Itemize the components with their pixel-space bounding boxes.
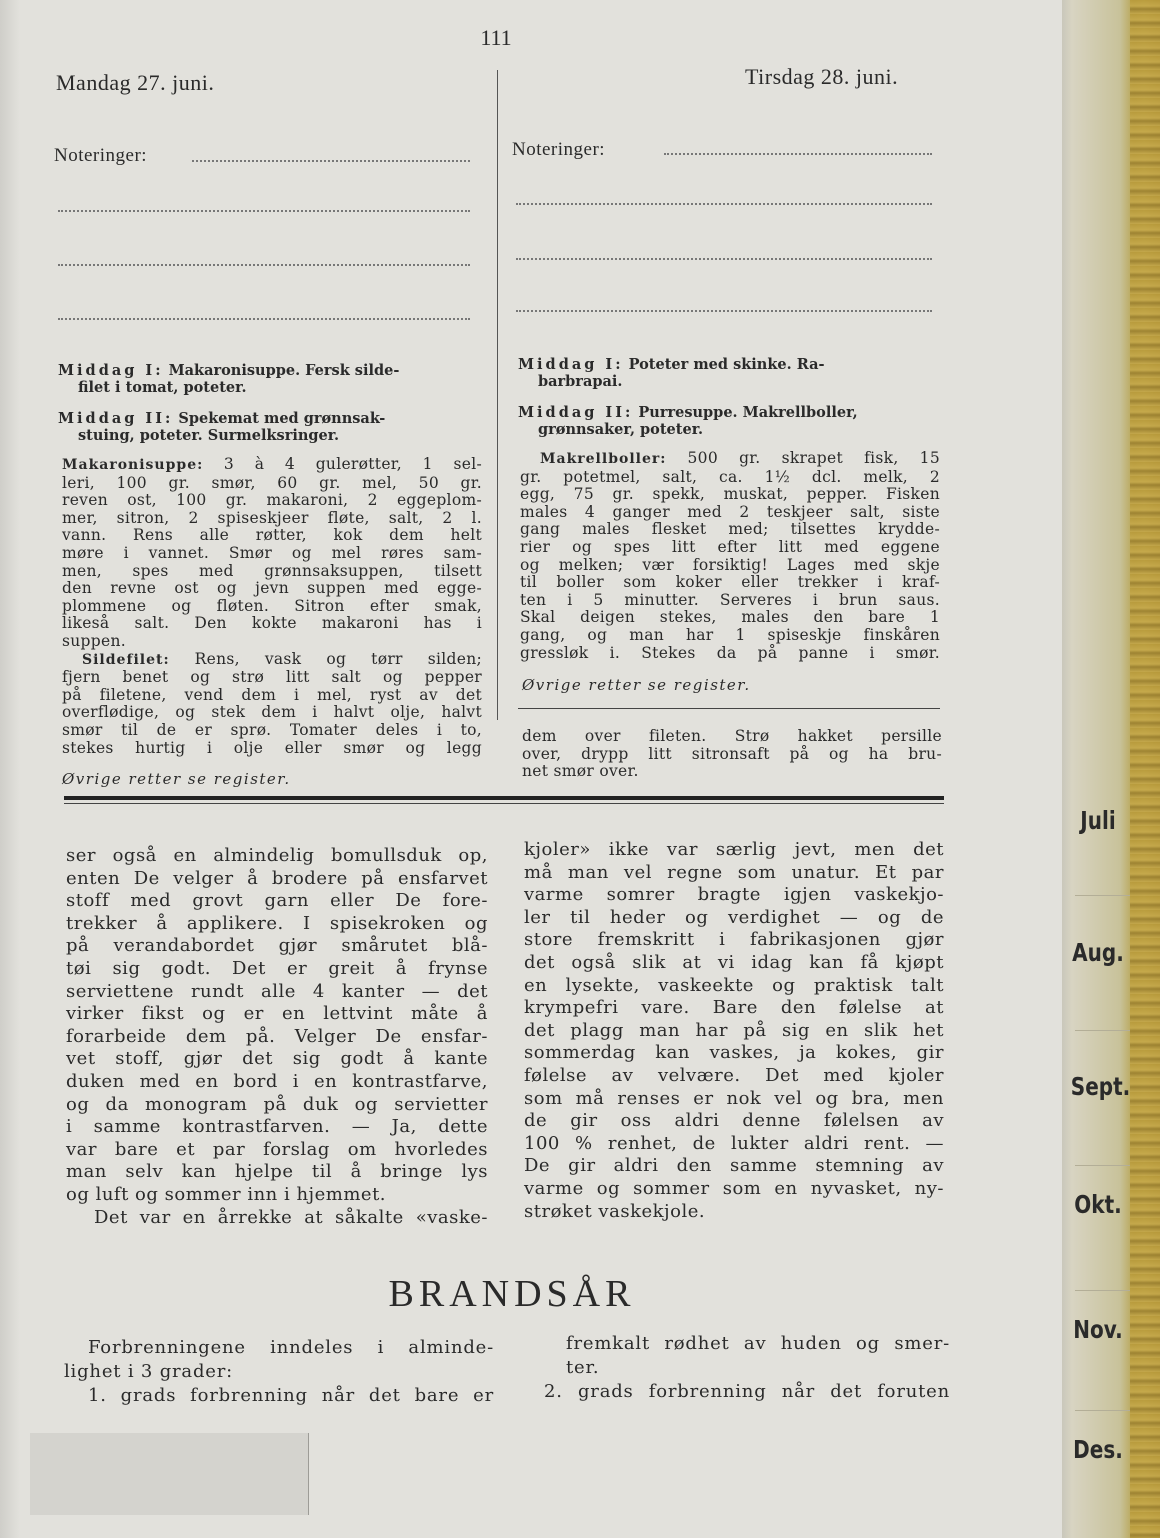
- tab-nov[interactable]: Nov.: [1073, 1315, 1123, 1344]
- tab-juli[interactable]: Juli: [1080, 806, 1116, 835]
- left-notes-line-4: [58, 318, 470, 320]
- right-recipe-makrellboller: Makrellboller: 500 gr. skrapet fisk, 15 gr. potetmel, salt, ca. 1½ dcl. melk, 2 egg, 75 gr. spekk, muskat, pepper. Fisken males 4 ganger med 2 teskjeer salt, siste gang males flesket med; tilsettes krydde- rier og spes litt efter litt med eggene og melken; vær forsiktig! Lages med skje til boller som koker eller trekker i kraf- ten i 5 minutter. Serveres i brun saus. Skal deigen stekes, males den bare 1 gang, og man har 1 spiseskje finskåren gressløk i. Stekes da på panne i smør.: [520, 449, 940, 662]
- article-right-column: kjoler» ikke var særlig jevt, men det må man vel regne som unatur. Et par varme somrer bragte igjen vaskekjo- ler til heder og verdighet — og de store fremskritt i fabrikasjonen gjør det også slik at vi idag kan få kjøpt en lysekte, vaskeekte og praktisk talt krympefri vare. Bare den følelse at det plagg man har på sig en slik het sommerdag kan vaskes, ja kokes, gir følelse av velvære. Det med kjoler som må renses er nok vel og bra, men de gir oss aldri denne følelsen av 100 % renhet, de lukter aldri rent. — De gir aldri den samme stemning av varme og sommer som en nyvasket, ny- strøket vaskekjole.: [524, 839, 944, 1222]
- left-day-date: Mandag 27. juni.: [56, 70, 215, 95]
- tab-divider: [1075, 1030, 1130, 1031]
- tab-des[interactable]: Des.: [1073, 1435, 1123, 1464]
- tab-okt[interactable]: Okt.: [1074, 1190, 1122, 1219]
- tab-sept[interactable]: Sept.: [1070, 1072, 1131, 1101]
- column-divider: [497, 70, 498, 720]
- left-notes-line-3: [58, 264, 470, 266]
- left-ovrige-retter: Øvrige retter se register.: [62, 770, 291, 788]
- tab-aug[interactable]: Aug.: [1072, 938, 1124, 967]
- right-continuation: dem over fileten. Strø hakket persille over, drypp litt sitronsaft på og ha bru- net smør over.: [522, 727, 942, 781]
- tab-divider: [1075, 1290, 1130, 1291]
- right-notes-line-2: [516, 203, 932, 205]
- right-middag-2: Middag II: Purresuppe. Makrellboller, grønnsaker, poteter.: [518, 404, 858, 438]
- left-notes-line-2: [58, 210, 470, 212]
- tab-divider: [1075, 1165, 1130, 1166]
- page-number: 111: [480, 25, 512, 50]
- left-notes-line-1: [192, 160, 470, 162]
- brandsar-right-column: fremkalt rødhet av huden og smer- ter. 2. grads forbrenning når det foruten: [544, 1333, 950, 1402]
- recipe-name: Makrellboller:: [540, 451, 667, 467]
- brandsar-left-column: Forbrenningene inndeles i alminde- lighet i 3 grader: 1. grads forbrenning når det bare er: [64, 1337, 494, 1406]
- page-edge-strip: [1130, 0, 1160, 1538]
- right-notes-row: [512, 139, 605, 161]
- recipe-name: Makaronisuppe:: [62, 457, 204, 473]
- right-notes-line-3: [516, 258, 932, 260]
- left-notes-row: [54, 145, 147, 167]
- left-middag-2: Middag II: Spekemat med grønnsak- stuing, poteter. Surmelksringer.: [58, 410, 386, 444]
- tab-divider: [1075, 1410, 1130, 1411]
- continuation-rule: [518, 708, 940, 709]
- left-recipe-makaronisuppe: Makaronisuppe: 3 à 4 gulerøtter, 1 sel- leri, 100 gr. smør, 60 gr. mel, 50 gr. reven ost, 100 gr. makaroni, 2 eggeplom- mer, sitron, 2 spiseskjeer fløte, salt, 2 l. vann. Rens alle røtter, kok dem helt møre i vannet. Smør og mel røres sam- men, spes med grønnsaksuppen, tilsett den revne ost og jevn suppen med egge- plommene og fløten. Sitron efter smak, likeså salt. Den kokte makaroni has i suppen. Sildefilet: Rens, vask og tørr silden; fjern benet og strø litt salt og pepper på filetene, vend dem i mel, ryst av det overflødige, og stek dem i halvt olje, halvt smør til de er sprø. Tomater deles i to, stekes hurtig i olje eller smør og legg: [62, 455, 482, 757]
- right-notes-label: Noteringer:: [512, 139, 606, 160]
- section-divider: [64, 796, 944, 800]
- article-left-column: ser også en almindelig bomullsduk op, enten De velger å brodere på ensfarvet stoff med grovt garn eller De fore- trekker å applikere. I spisekroken og på verandabordet gjør smårutet blå- tøi sig godt. Det er greit å frynse serviettene rundt alle 4 kanter — det virker fikst og er en lettvint måte å forarbeide dem på. Velger De ensfar- vet stoff, gjør det sig godt å kante duken med en bord i en kontrastfarve, og da monogram på duk og servietter i samme kontrastfarven. — Ja, dette var bare et par forslag om hvorledes man selv kan hjelpe til å bringe lys og luft og sommer inn i hjemmet. Det var en årrekke at såkalte «vaske-: [66, 845, 488, 1228]
- section-divider-thin: [64, 803, 944, 804]
- right-ovrige-retter: Øvrige retter se register.: [522, 676, 751, 694]
- left-notes-label: Noteringer:: [54, 145, 148, 166]
- brandsar-heading: BRANDSÅR: [388, 1273, 636, 1315]
- library-stamp: [30, 1433, 309, 1515]
- right-day-date: Tirsdag 28. juni.: [745, 64, 899, 89]
- right-notes-line-4: [516, 310, 932, 312]
- right-middag-1: Middag I: Poteter med skinke. Ra- barbrapai.: [518, 356, 825, 390]
- tab-divider: [1075, 895, 1130, 896]
- right-notes-line-1: [664, 153, 932, 155]
- left-middag-1: Middag I: Makaronisuppe. Fersk silde- filet i tomat, poteter.: [58, 362, 400, 396]
- recipe-name: Sildefilet:: [82, 651, 170, 668]
